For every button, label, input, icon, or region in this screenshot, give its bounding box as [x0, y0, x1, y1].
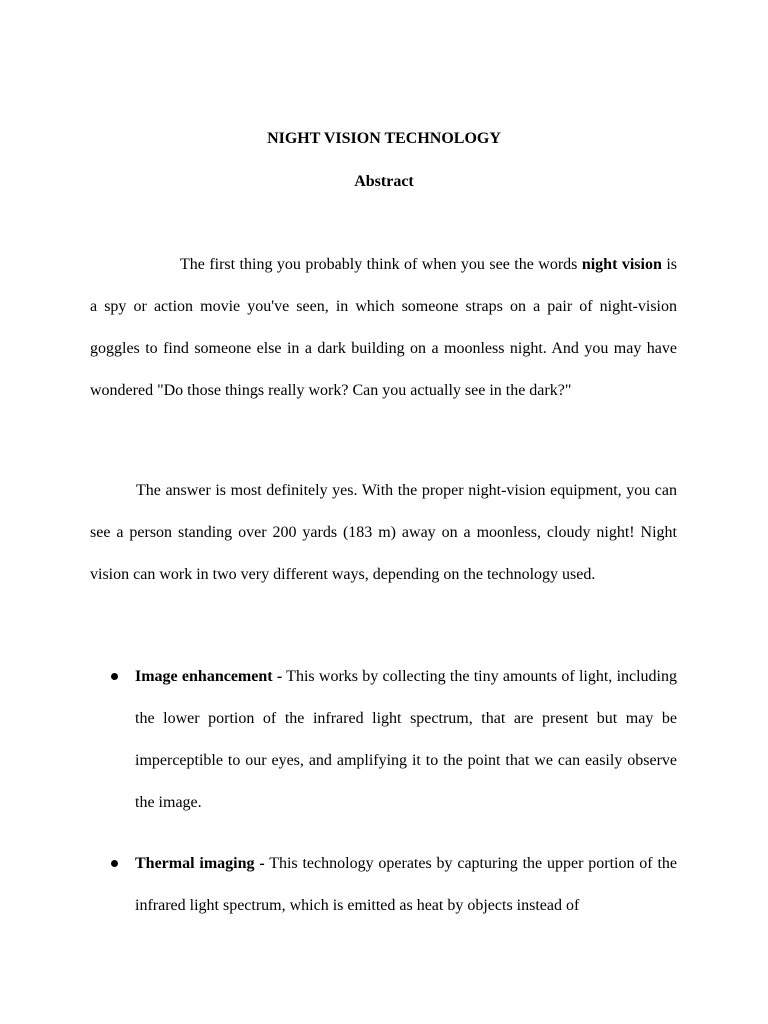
paragraph-intro-lead: The first thing you probably think of when you see the words	[180, 256, 582, 273]
bullet-term: Image enhancement -	[135, 668, 283, 685]
bullet-text: This works by collecting the tiny amounts of light, including the lower portion of the infrared light spectrum, that are present but may be imperceptible to our eyes, and amplifying it to the point that we can easily observe the image.	[135, 668, 678, 811]
list-item	[135, 843, 677, 927]
bullet-text: This technology operates by capturing the upper portion of the infrared light spectrum, which is emitted as heat by objects instead of	[135, 855, 677, 914]
paragraph-intro-bold-term: night vision	[581, 256, 662, 273]
abstract-heading: Abstract	[354, 173, 414, 190]
paragraph-answer: The answer is most definitely yes. With the proper night-vision equipment, you can see a person standing over 200 yards (183 m) away on a moonless, cloudy night! Night vision can work in two very different ways, depending on the technology used.	[90, 482, 677, 583]
bullet-term: Thermal imaging -	[135, 855, 265, 872]
bullet-icon	[111, 673, 118, 680]
list-item	[135, 656, 677, 824]
paragraph-intro	[90, 244, 677, 412]
document-title: NIGHT VISION TECHNOLOGY	[267, 130, 501, 147]
bullet-icon	[111, 860, 118, 867]
paragraph-intro-rest: is a spy or action movie you've seen, in which someone straps on a pair of night-vision goggles to find someone else in a dark building on a moonless night. And you may have wondered "Do those things really work? Can you actually see in the dark?"	[90, 256, 678, 399]
